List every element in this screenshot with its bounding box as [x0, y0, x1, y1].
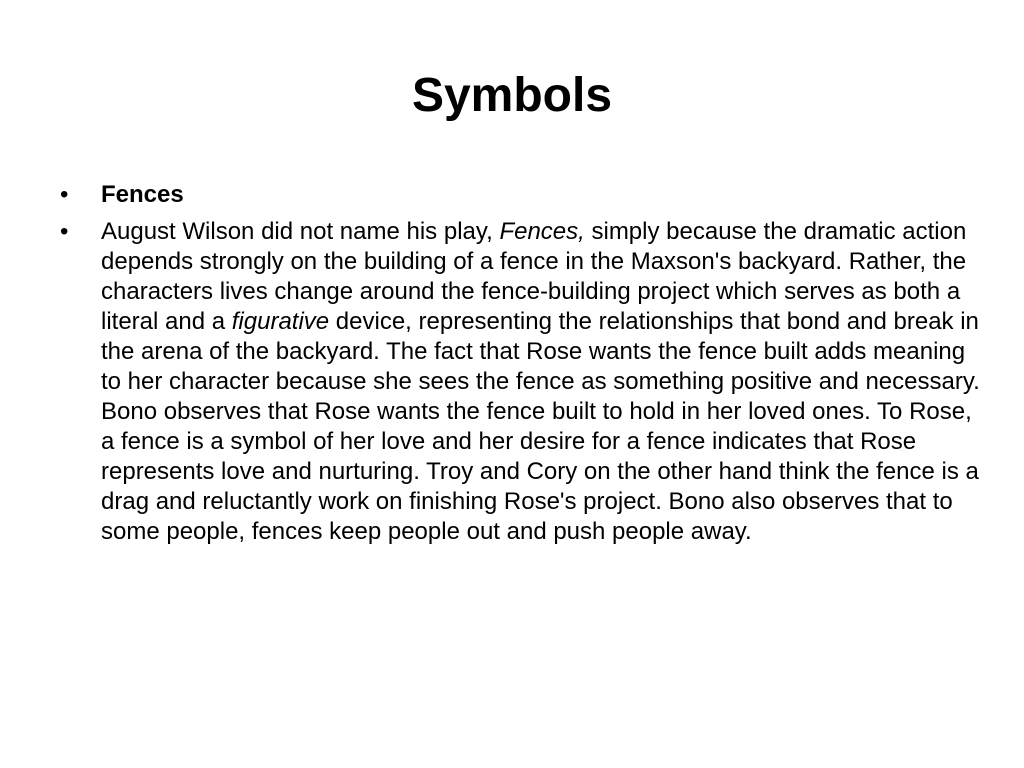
bullet-item-description: [58, 217, 988, 547]
bullet-item-fences: [58, 180, 988, 210]
figurative-italic: figurative: [231, 308, 330, 335]
slide-title: Symbols: [411, 69, 613, 122]
bullet-list: [58, 180, 988, 554]
play-title-italic: Fences,: [499, 218, 585, 245]
body-text-1: August Wilson did not name his play,: [101, 218, 500, 245]
bullet-icon: •: [60, 218, 69, 245]
bullet-body: [101, 218, 980, 545]
body-text-2: simply because the dramatic action depends strongly on the building of a fence in the Maxson's backyard. Rather, the characters lives change around the fence-building project which serves as both a literal and a: [101, 218, 967, 335]
bullet-icon: •: [60, 181, 69, 208]
bullet-heading: Fences: [101, 181, 184, 208]
body-text-3: device, representing the relationships that bond and break in the arena of the backyard. The fact that Rose wants the fence built adds meaning to her character because she sees the fence as something positive and necessary. Bono observes that Rose wants the fence built to hold in her loved ones. To Rose, a fence is a symbol of her love and her desire for a fence indicates that Rose represents love and nurturing. Troy and Cory on the other hand think the fence is a drag and reluctantly work on finishing Rose's project. Bono also observes that to some people, fences keep people out and push people away.: [101, 308, 980, 545]
